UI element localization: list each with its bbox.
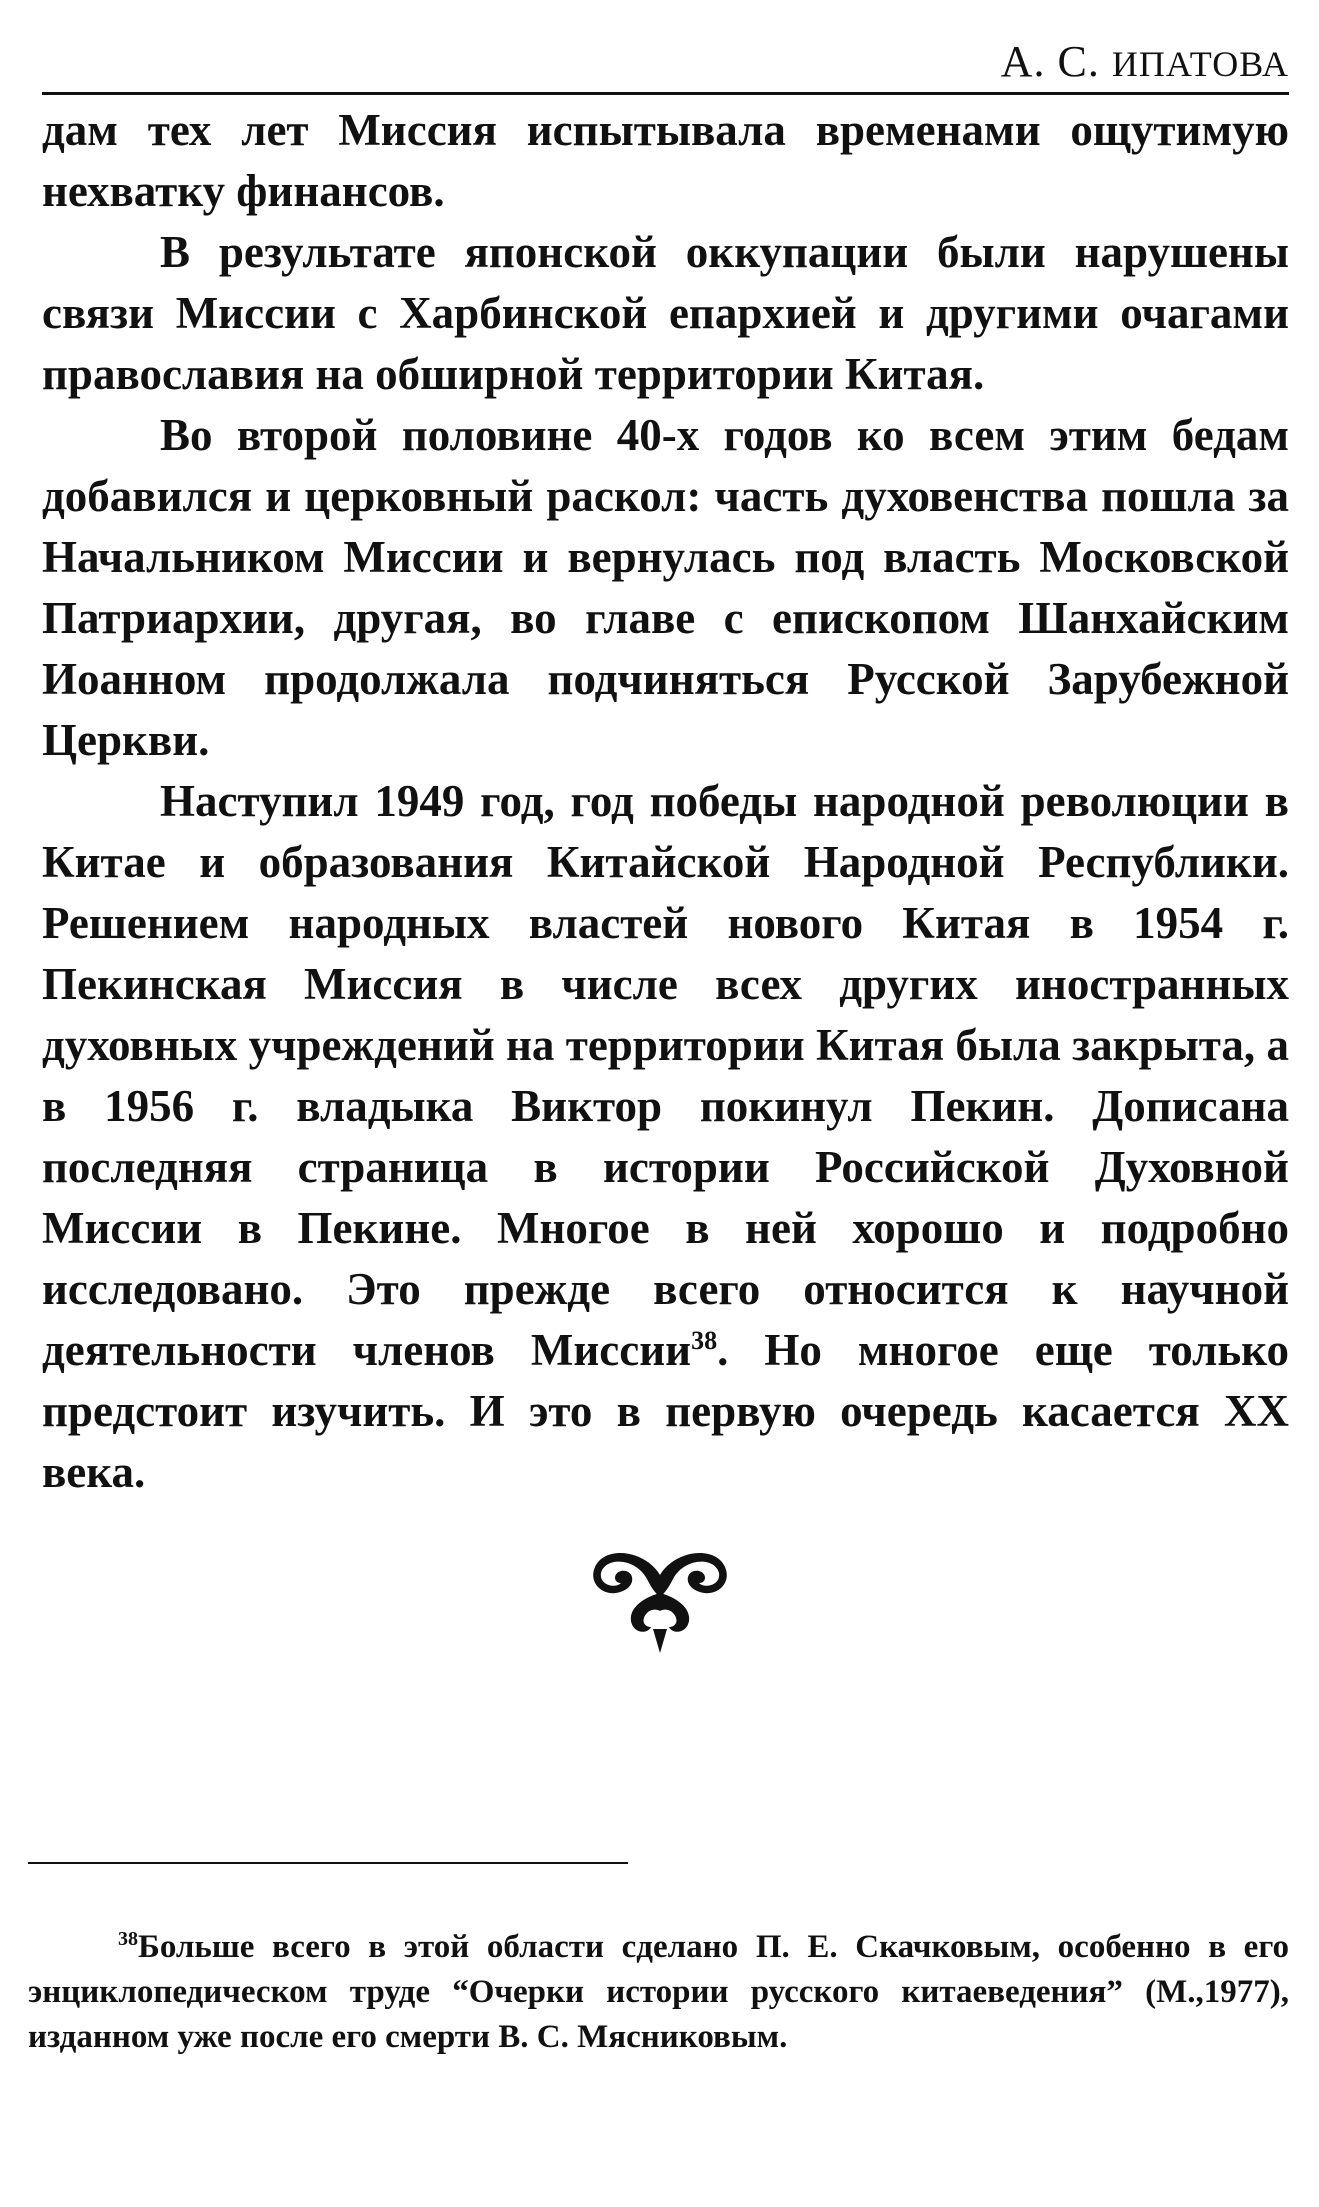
paragraph-text: Наступил 1949 год, год победы народной революции в Китае и образования Китайской Народной Республики. Решением народных властей нового Китая в 1954 г. Пекинская Миссия в числе всех других иностранных духовных учреждений на территории Китая была закрыта, а в 1956 г. владыка Виктор покинул Пекин. Дописана последняя страница в истории Российской Духовной Миссии в Пекине. Многое в ней хорошо и подробно исследовано. Это прежде всего относится к научной деятельности членов Миссии xyxy=(42,776,1289,1375)
paragraph: В результате японской оккупации были нарушены связи Миссии с Харбинской епархией и другими очагами православия на обширной территории Китая. xyxy=(42,227,1289,399)
paragraph-text: . Но многое еще только предстоит изучить. И это в первую очередь касается XX века. xyxy=(42,1325,1289,1497)
paragraph: Во второй половине 40-х годов ко всем этим бедам добавился и церковный раскол: часть духовенства пошла за Начальником Миссии и вернулась под власть Московской Патриархии, другая, во главе с епископом Шанхайским Иоанном продолжала подчиняться Русской Зарубежной Церкви. xyxy=(42,410,1289,765)
header-rule xyxy=(42,92,1289,95)
footnote-number: 38 xyxy=(118,1928,138,1950)
author-initials: А. С. xyxy=(1000,37,1112,86)
footnote xyxy=(28,1925,1289,2060)
ornament-icon xyxy=(585,1545,735,1655)
footnote-rule xyxy=(28,1862,628,1864)
footnote-reference: 38 xyxy=(691,1326,718,1355)
paragraph xyxy=(42,771,1289,1503)
footnote-text xyxy=(28,1925,1289,2060)
author-surname: ИПАТОВА xyxy=(1111,44,1289,84)
footnote-body: Больше всего в этой области сделано П. Е. Скачковым, особенно в его энциклопедическом труде “Очерки истории русского китаеведения” (М.,1977), изданном уже после его смерти В. С. Мясниковым. xyxy=(28,1929,1289,2055)
running-head xyxy=(1001,36,1289,87)
paragraph: дам тех лет Миссия испытывала временами ощутимую нехватку финансов. xyxy=(42,105,1289,216)
body-text xyxy=(42,100,1289,1503)
